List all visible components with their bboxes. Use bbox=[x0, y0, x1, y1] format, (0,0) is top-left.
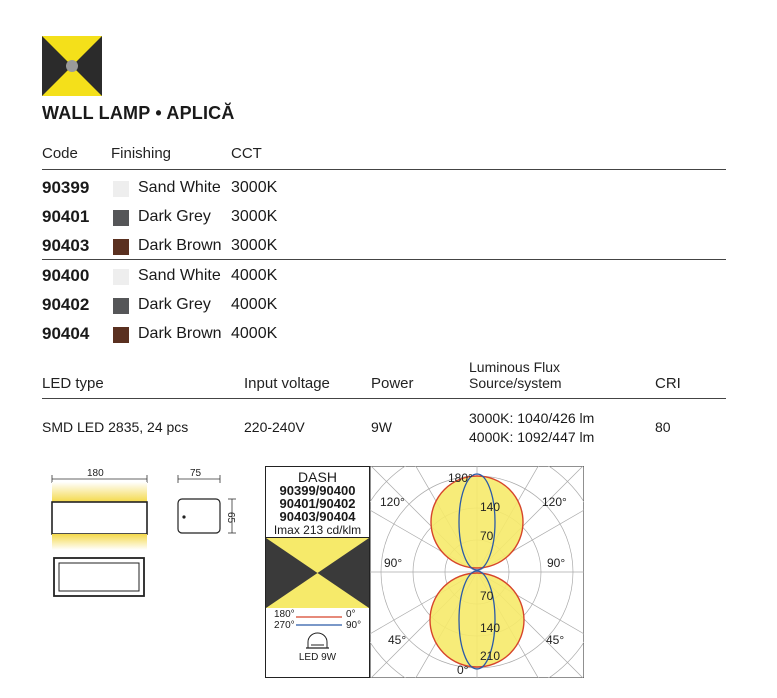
product-finishing: Sand White bbox=[138, 267, 221, 284]
flux-4000-value: 4000K: 1092/447 lm bbox=[469, 429, 595, 445]
fixture-name: DASH bbox=[298, 469, 337, 485]
finish-swatch bbox=[113, 298, 129, 314]
uplight-glow bbox=[52, 482, 147, 502]
finish-swatch bbox=[113, 327, 129, 343]
angle-label-lower-left: 45° bbox=[388, 633, 407, 647]
height-label: 65 bbox=[225, 512, 236, 524]
angle-label-upper-left: 120° bbox=[380, 495, 405, 509]
product-row bbox=[42, 207, 442, 233]
header-flux-line2: Source/system bbox=[469, 375, 562, 391]
product-cct: 4000K bbox=[231, 296, 278, 313]
header-flux-line1: Luminous Flux bbox=[469, 359, 561, 375]
product-finishing: Dark Grey bbox=[138, 208, 211, 225]
header-cct: CCT bbox=[231, 145, 262, 162]
legend-plane2-end: 90° bbox=[346, 620, 362, 631]
input-voltage-value: 220-240V bbox=[244, 419, 305, 435]
led-type-value: SMD LED 2835, 24 pcs bbox=[42, 419, 189, 435]
page-title: WALL LAMP • APLICĂ bbox=[42, 103, 235, 123]
intensity-label-lower-outer: 210 bbox=[480, 649, 501, 663]
width-label: 180 bbox=[87, 468, 104, 479]
cri-value: 80 bbox=[655, 419, 671, 435]
product-cct: 3000K bbox=[231, 237, 278, 254]
product-cct: 4000K bbox=[231, 267, 278, 284]
polar-diagram bbox=[370, 466, 584, 678]
product-code: 90403 bbox=[42, 236, 90, 255]
fixture-code-3: 90403/90404 bbox=[279, 509, 356, 524]
angle-label-left: 90° bbox=[384, 556, 403, 570]
intensity-label-lower-mid: 140 bbox=[480, 621, 501, 635]
plane-legend bbox=[266, 608, 369, 632]
photometric-info-box bbox=[265, 466, 370, 678]
lamp-front-view bbox=[52, 502, 147, 534]
intensity-label-upper-outer: 140 bbox=[480, 500, 501, 514]
lamp-outline-view bbox=[54, 558, 144, 596]
power-value: 9W bbox=[371, 419, 392, 435]
legend-plane1-end: 0° bbox=[346, 609, 356, 620]
angle-label-lower-right: 45° bbox=[546, 633, 565, 647]
flux-3000-value: 3000K: 1040/426 lm bbox=[469, 410, 595, 426]
angle-label-top: 180° bbox=[448, 471, 473, 485]
product-cct: 4000K bbox=[231, 325, 278, 342]
product-cct: 3000K bbox=[231, 208, 278, 225]
finish-swatch bbox=[113, 210, 129, 226]
finish-swatch bbox=[113, 269, 129, 285]
product-row bbox=[42, 178, 442, 204]
intensity-label-upper-inner: 70 bbox=[480, 529, 494, 543]
distribution-symbol bbox=[266, 538, 369, 608]
group-rule bbox=[42, 259, 726, 260]
legend-plane1-start: 180° bbox=[274, 609, 295, 620]
header-rule bbox=[42, 169, 726, 170]
upper-lobe bbox=[431, 476, 523, 568]
header-code: Code bbox=[42, 145, 78, 162]
fixture-code-1: 90399/90400 bbox=[279, 483, 356, 498]
product-finishing: Dark Brown bbox=[138, 237, 222, 254]
spec-rule bbox=[42, 398, 726, 399]
depth-label: 75 bbox=[190, 468, 202, 479]
product-row bbox=[42, 266, 442, 292]
fixture-code-2: 90401/90402 bbox=[279, 496, 356, 511]
header-input-voltage: Input voltage bbox=[244, 375, 330, 392]
lower-lobe bbox=[430, 573, 524, 667]
product-row bbox=[42, 295, 442, 321]
product-finishing: Sand White bbox=[138, 179, 221, 196]
brand-logo bbox=[42, 36, 102, 96]
angle-label-bottom: 0° bbox=[457, 663, 469, 677]
finish-swatch bbox=[113, 239, 129, 255]
dimension-drawing bbox=[42, 462, 242, 612]
led-source-icon bbox=[266, 632, 369, 652]
product-row bbox=[42, 324, 442, 350]
intensity-label-lower-inner: 70 bbox=[480, 589, 494, 603]
led-source-label: LED 9W bbox=[298, 652, 337, 663]
header-power: Power bbox=[371, 375, 414, 392]
downlight-glow bbox=[52, 534, 147, 550]
product-finishing: Dark Grey bbox=[138, 296, 211, 313]
product-code: 90401 bbox=[42, 207, 90, 226]
legend-plane2-start: 270° bbox=[274, 620, 295, 631]
product-code: 90399 bbox=[42, 178, 90, 197]
product-cct: 3000K bbox=[231, 179, 278, 196]
product-code: 90402 bbox=[42, 295, 90, 314]
angle-label-right: 90° bbox=[547, 556, 566, 570]
imax-value: Imax 213 cd/klm bbox=[266, 523, 369, 538]
product-code: 90404 bbox=[42, 324, 90, 343]
header-led-type: LED type bbox=[42, 375, 104, 392]
product-code: 90400 bbox=[42, 266, 90, 285]
product-finishing: Dark Brown bbox=[138, 325, 222, 342]
finish-swatch bbox=[113, 181, 129, 197]
angle-label-upper-right: 120° bbox=[542, 495, 567, 509]
header-cri: CRI bbox=[655, 375, 681, 392]
header-finishing: Finishing bbox=[111, 145, 172, 162]
